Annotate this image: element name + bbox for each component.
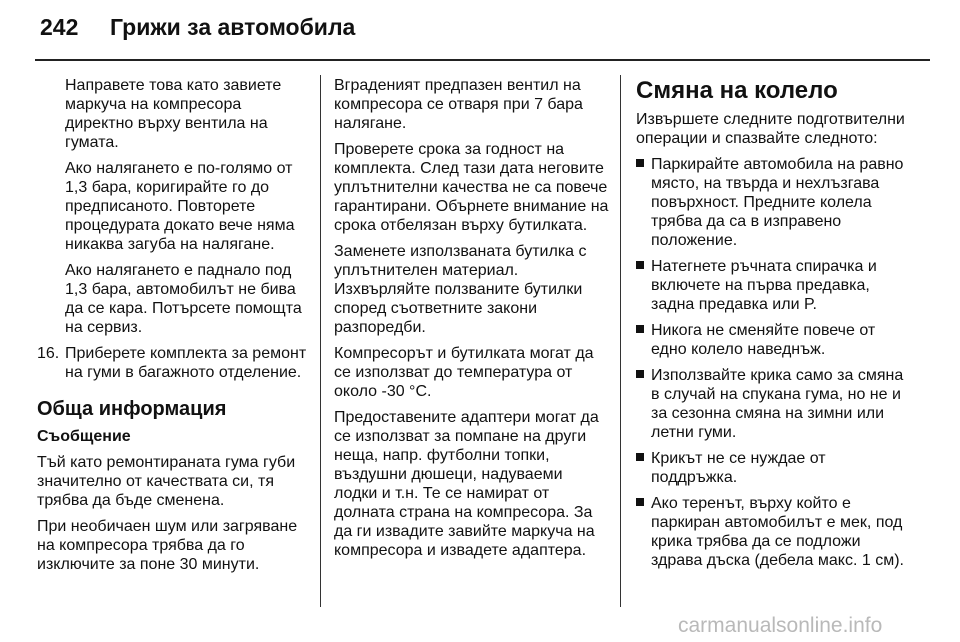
page-header [0, 0, 960, 62]
list-item-text: Използвайте крика само за смяна в случай на спукана гума, но не и за сезонна смяна на зимни или летни гуми. [651, 367, 904, 441]
intro-paragraph: Извършете следните подготвителни операции и спазвайте следното: [636, 111, 905, 147]
header-rule [35, 59, 930, 61]
paragraph: Заменете използваната бутилка с уплътнителен материал. Изхвърляйте ползваните бутилки според съответните закони разпоредби. [334, 243, 587, 336]
list-item [636, 155, 908, 250]
list-item [636, 257, 908, 314]
bullet-list [636, 155, 908, 570]
square-bullet-icon [636, 261, 644, 269]
list-item-text: Натегнете ръчната спирачка и включете на първа предавка, задна предавка или P. [651, 258, 877, 313]
paragraph: Компресорът и бутилката могат да се използват до температура от около -30 °C. [334, 345, 594, 400]
paragraph: При необичаен шум или загряване на компресора трябва да го изключите за поне 30 минути. [37, 518, 298, 573]
column-divider-1 [320, 75, 321, 607]
section-heading: Обща информация [37, 398, 227, 420]
note-text: Тъй като ремонтираната гума губи значително от качествата си, тя трябва да бъде сменена. [37, 454, 296, 509]
paragraph: Ако налягането е паднало под 1,3 бара, автомобилът не бива да се кара. Потърсете помощта на сервиз. [65, 262, 302, 336]
column-divider-2 [620, 75, 621, 607]
chapter-title: Грижи за автомобила [110, 14, 356, 40]
column-2 [334, 76, 610, 567]
paragraph: Предоставените адаптери могат да се използват за помпане на други неща, напр. футболни топки, въздушни дюшеци, надуваеми лодки и т.н. Те се намират от долната страна на компресора. За да ги извадите завийте маркуча на компресора и извадете адаптера. [334, 409, 599, 559]
list-item-text: Никога не сменяйте повече от едно колело наведнъж. [651, 322, 876, 358]
step-text: Приберете комплекта за ремонт на гуми в багажното отделение. [65, 345, 307, 381]
watermark: carmanualsonline.info [678, 614, 883, 637]
square-bullet-icon [636, 453, 644, 461]
list-item-text: Паркирайте автомобила на равно място, на твърда и нехлъзгава повърхност. Предните колела трябва да са в изправено положение. [651, 156, 904, 249]
square-bullet-icon [636, 498, 644, 506]
paragraph: Вграденият предпазен вентил на компресора се отваря при 7 бара налягане. [334, 77, 583, 132]
note-title: Съобщение [37, 428, 131, 445]
paragraph: Проверете срока за годност на комплекта. След тази дата неговите уплътнителни качества не са повече гарантирани. Обърнете внимание на срока отбелязан върху бутилката. [334, 141, 609, 234]
column-3 [636, 76, 908, 577]
paragraph: Направете това като завиете маркуча на компресора директно върху вентила на гумата. [65, 77, 282, 151]
list-item [636, 366, 908, 442]
square-bullet-icon [636, 325, 644, 333]
page-number: 242 [40, 14, 79, 40]
list-item [636, 449, 908, 487]
section-heading: Смяна на колело [636, 77, 838, 104]
list-item-text: Ако теренът, върху който е паркиран автомобилът е мек, под крика трябва да се подложи здрава дъска (дебела макс. 1 см). [651, 495, 904, 569]
square-bullet-icon [636, 370, 644, 378]
paragraph: Ако налягането е по-голямо от 1,3 бара, коригирайте го до предписаното. Повторете процедурата докато вече няма никаква загуба на налягане. [65, 160, 295, 253]
square-bullet-icon [636, 159, 644, 167]
list-item-text: Крикът не се нуждае от поддръжка. [651, 450, 826, 486]
step-number: 16. [37, 345, 60, 362]
list-item [636, 494, 908, 570]
list-item [636, 321, 908, 359]
column-1 [37, 76, 307, 581]
step-16 [37, 344, 307, 382]
